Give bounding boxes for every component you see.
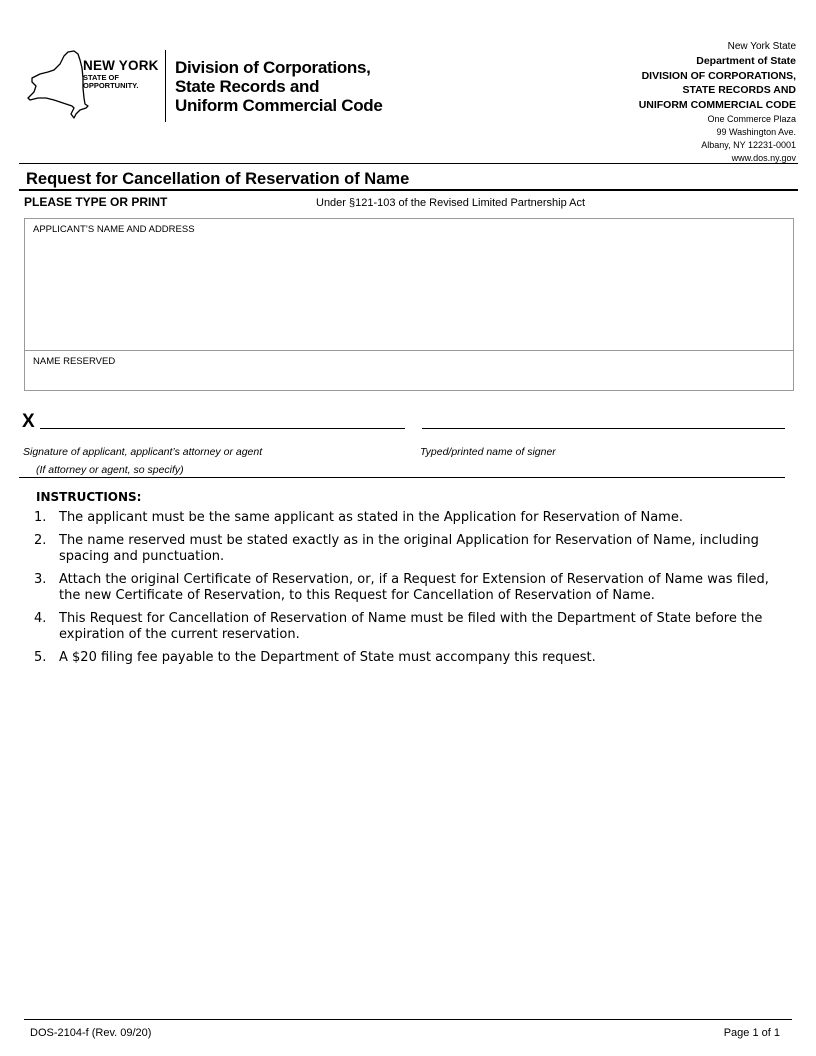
division-name-line-1: Division of Corporations, [175, 58, 371, 77]
instruction-number: 3. [34, 572, 47, 587]
instruction-text: The name reserved must be stated exactly as in the original Application for Reservation of Name, including spacing and punctuation. [59, 533, 759, 564]
typed-name-line[interactable] [422, 428, 785, 429]
address-line-5: UNIFORM COMMERCIAL CODE [638, 99, 796, 111]
applicant-name-address-field[interactable] [25, 238, 793, 349]
instruction-text: A $20 filing fee payable to the Department of State must accompany this request. [59, 650, 596, 665]
instruction-item [34, 572, 779, 604]
division-name-line-3: Uniform Commercial Code [175, 96, 383, 115]
name-reserved-field[interactable] [25, 370, 793, 390]
form-title: Request for Cancellation of Reservation of Name [26, 170, 410, 188]
form-box-divider [24, 350, 794, 351]
please-type-notice: PLEASE TYPE OR PRINT [24, 195, 168, 209]
website-link[interactable]: www.dos.ny.gov [731, 153, 796, 163]
address-line-3: DIVISION OF CORPORATIONS, [641, 70, 796, 82]
instructions-list [34, 510, 779, 673]
footer-rule [24, 1019, 792, 1020]
instruction-number: 4. [34, 611, 47, 626]
name-reserved-label: NAME RESERVED [33, 356, 116, 367]
logo-tagline-2: OPPORTUNITY. [83, 81, 139, 90]
address-line-6: One Commerce Plaza [707, 114, 796, 124]
address-line-1: New York State [727, 41, 796, 52]
address-line-7: 99 Washington Ave. [716, 127, 796, 137]
signature-line[interactable] [40, 428, 405, 429]
header-rule [19, 163, 798, 164]
applicant-name-address-label: APPLICANT’S NAME AND ADDRESS [33, 224, 195, 235]
signature-x-mark: X [22, 411, 35, 432]
title-rule [19, 189, 798, 191]
attorney-specify-caption: (If attorney or agent, so specify) [36, 464, 184, 476]
instruction-text: The applicant must be the same applicant as stated in the Application for Reservation of Name. [59, 510, 683, 525]
instruction-number: 5. [34, 650, 47, 665]
logo-tagline-1: STATE OF [83, 73, 119, 82]
instruction-item [34, 510, 779, 526]
signature-rule [19, 477, 785, 478]
instruction-number: 2. [34, 533, 47, 548]
address-line-4: STATE RECORDS AND [682, 84, 796, 96]
instruction-number: 1. [34, 510, 47, 525]
instruction-text: Attach the original Certificate of Reservation, or, if a Request for Extension of Reservation of Name was filed, the new Certificate of Reservation, to this Request for Cancellation of Reservation of Name. [59, 572, 769, 603]
logo-state-name: NEW YORK [83, 58, 159, 73]
instruction-item [34, 650, 779, 666]
address-line-8: Albany, NY 12231-0001 [701, 140, 796, 150]
instruction-text: This Request for Cancellation of Reservation of Name must be filed with the Department of State before the expiration of the current reservation. [59, 611, 763, 642]
typed-name-caption: Typed/printed name of signer [420, 446, 556, 458]
signature-caption: Signature of applicant, applicant’s attorney or agent [23, 446, 263, 458]
division-name-line-2: State Records and [175, 77, 320, 96]
instructions-heading: INSTRUCTIONS: [36, 490, 142, 504]
statute-reference: Under §121-103 of the Revised Limited Partnership Act [316, 197, 586, 209]
address-line-2: Department of State [696, 55, 796, 67]
instruction-item [34, 533, 779, 565]
page-number: Page 1 of 1 [723, 1027, 780, 1039]
instruction-item [34, 611, 779, 643]
form-number: DOS-2104-f (Rev. 09/20) [30, 1027, 152, 1039]
logo-divider [165, 50, 166, 122]
